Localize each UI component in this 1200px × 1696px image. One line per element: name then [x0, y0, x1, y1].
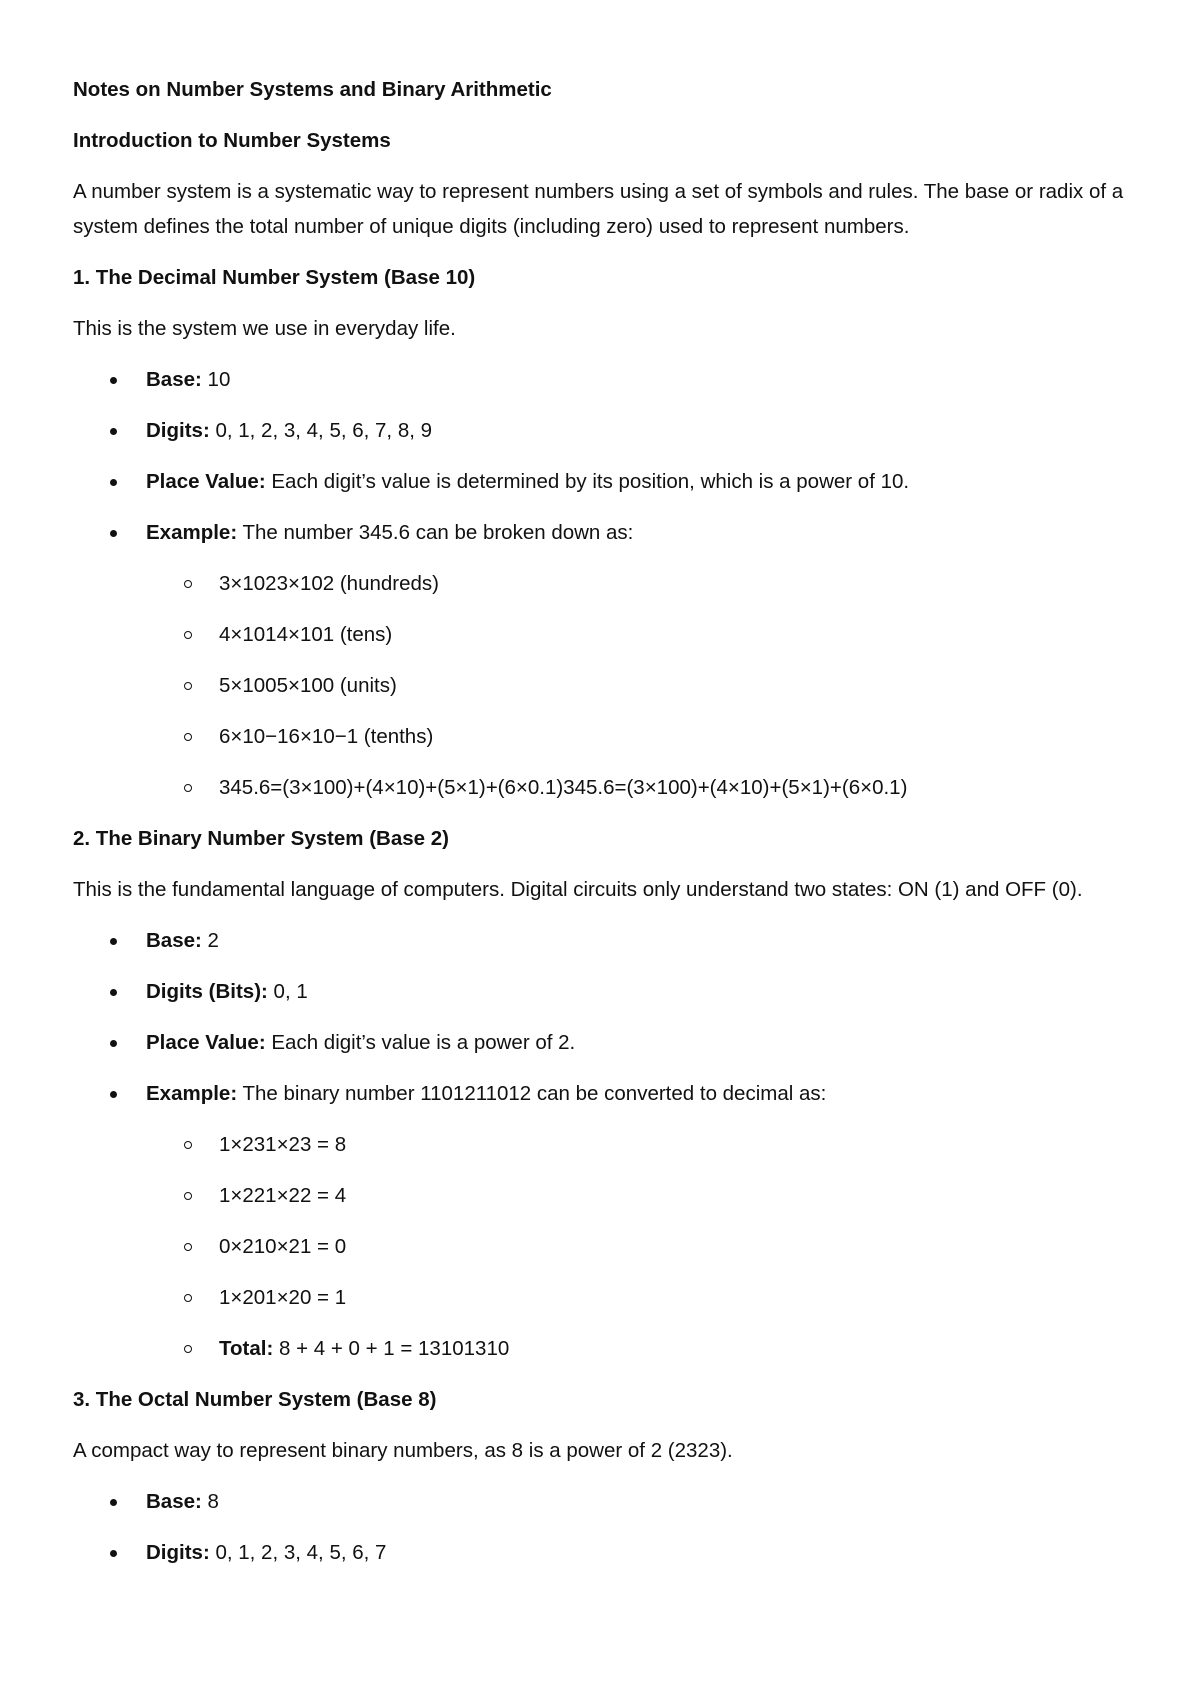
- sub-item-text: 1×201×20 = 1: [219, 1286, 347, 1309]
- bullet-icon: [110, 989, 117, 996]
- sub-list-item: [73, 1331, 1133, 1366]
- sub-item-text: 1×231×23 = 8: [219, 1133, 347, 1156]
- bullet-text: 8: [201, 1490, 219, 1513]
- list-item: [73, 974, 1133, 1009]
- bullet-icon: [110, 1499, 117, 1506]
- bullet-text: 0, 1: [267, 980, 308, 1003]
- binary-example-list: [73, 1127, 1133, 1366]
- binary-bullet-list: [73, 923, 1133, 1111]
- circle-bullet-icon: [184, 1141, 192, 1149]
- circle-bullet-icon: [184, 631, 192, 639]
- bullet-icon: [110, 479, 117, 486]
- bullet-label: Base:: [146, 929, 202, 952]
- list-item: [73, 464, 1133, 499]
- bullet-label: Digits (Bits):: [146, 980, 268, 1003]
- list-item: [73, 1076, 1133, 1111]
- bullet-icon: [110, 1040, 117, 1047]
- bullet-label: Example:: [146, 521, 238, 544]
- sub-list-item: [73, 1280, 1133, 1315]
- intro-paragraph: A number system is a systematic way to represent numbers using a set of symbols and rules. The base or radix of a system defines the total number of unique digits (including zero) used to represent numbers.: [73, 180, 1124, 238]
- decimal-paragraph: This is the system we use in everyday life.: [73, 317, 456, 340]
- binary-heading: 2. The Binary Number System (Base 2): [73, 827, 449, 850]
- total-label: Total:: [219, 1337, 274, 1360]
- sub-list-item: [73, 719, 1133, 754]
- sub-list-item: [73, 617, 1133, 652]
- circle-bullet-icon: [184, 733, 192, 741]
- sub-item-text: 5×1005×100 (units): [219, 674, 397, 697]
- bullet-icon: [110, 530, 117, 537]
- circle-bullet-icon: [184, 1243, 192, 1251]
- octal-heading: 3. The Octal Number System (Base 8): [73, 1388, 437, 1411]
- total-text: 8 + 4 + 0 + 1 = 13101310: [273, 1337, 510, 1360]
- list-item: [73, 1484, 1133, 1519]
- sub-list-item: [73, 668, 1133, 703]
- sub-item-text: 345.6=(3×100)+(4×10)+(5×1)+(6×0.1)345.6=(3×100)+(4×10)+(5×1)+(6×0.1): [219, 776, 908, 799]
- circle-bullet-icon: [184, 1192, 192, 1200]
- bullet-label: Digits:: [146, 419, 210, 442]
- bullet-label: Base:: [146, 1490, 202, 1513]
- bullet-text: The binary number 1101211012 can be converted to decimal as:: [237, 1082, 827, 1105]
- bullet-text: 0, 1, 2, 3, 4, 5, 6, 7, 8, 9: [209, 419, 433, 442]
- binary-paragraph: This is the fundamental language of computers. Digital circuits only understand two states: ON (1) and OFF (0).: [73, 878, 1083, 901]
- bullet-icon: [110, 428, 117, 435]
- sub-item-text: 3×1023×102 (hundreds): [219, 572, 439, 595]
- bullet-text: The number 345.6 can be broken down as:: [237, 521, 634, 544]
- circle-bullet-icon: [184, 784, 192, 792]
- sub-item-text: 4×1014×101 (tens): [219, 623, 393, 646]
- intro-heading: Introduction to Number Systems: [73, 129, 391, 152]
- sub-list-item: [73, 1229, 1133, 1264]
- list-item: [73, 923, 1133, 958]
- list-item: [73, 413, 1133, 448]
- sub-list-item: [73, 1178, 1133, 1213]
- sub-item-text: 1×221×22 = 4: [219, 1184, 347, 1207]
- list-item: [73, 1025, 1133, 1060]
- bullet-text: 2: [201, 929, 219, 952]
- bullet-text: Each digit’s value is determined by its position, which is a power of 10.: [265, 470, 910, 493]
- document-body: [73, 72, 1133, 1586]
- bullet-label: Base:: [146, 368, 202, 391]
- bullet-icon: [110, 1550, 117, 1557]
- list-item: [73, 1535, 1133, 1570]
- bullet-label: Place Value:: [146, 470, 266, 493]
- sub-list-item: [73, 1127, 1133, 1162]
- sub-list-item: [73, 566, 1133, 601]
- bullet-label: Digits:: [146, 1541, 210, 1564]
- bullet-text: 10: [201, 368, 231, 391]
- circle-bullet-icon: [184, 682, 192, 690]
- bullet-label: Example:: [146, 1082, 238, 1105]
- decimal-bullet-list: [73, 362, 1133, 550]
- list-item: [73, 515, 1133, 550]
- decimal-example-list: [73, 566, 1133, 805]
- list-item: [73, 362, 1133, 397]
- circle-bullet-icon: [184, 1345, 192, 1353]
- bullet-label: Place Value:: [146, 1031, 266, 1054]
- sub-item-text: 0×210×21 = 0: [219, 1235, 347, 1258]
- document-title: Notes on Number Systems and Binary Arithmetic: [73, 78, 552, 101]
- octal-bullet-list: [73, 1484, 1133, 1570]
- sub-list-item: [73, 770, 1133, 805]
- decimal-heading: 1. The Decimal Number System (Base 10): [73, 266, 476, 289]
- bullet-text: Each digit’s value is a power of 2.: [265, 1031, 576, 1054]
- circle-bullet-icon: [184, 1294, 192, 1302]
- bullet-icon: [110, 1091, 117, 1098]
- bullet-icon: [110, 377, 117, 384]
- bullet-icon: [110, 938, 117, 945]
- bullet-text: 0, 1, 2, 3, 4, 5, 6, 7: [209, 1541, 387, 1564]
- sub-item-text: 6×10−16×10−1 (tenths): [219, 725, 434, 748]
- octal-paragraph: A compact way to represent binary numbers, as 8 is a power of 2 (2323).: [73, 1439, 733, 1462]
- circle-bullet-icon: [184, 580, 192, 588]
